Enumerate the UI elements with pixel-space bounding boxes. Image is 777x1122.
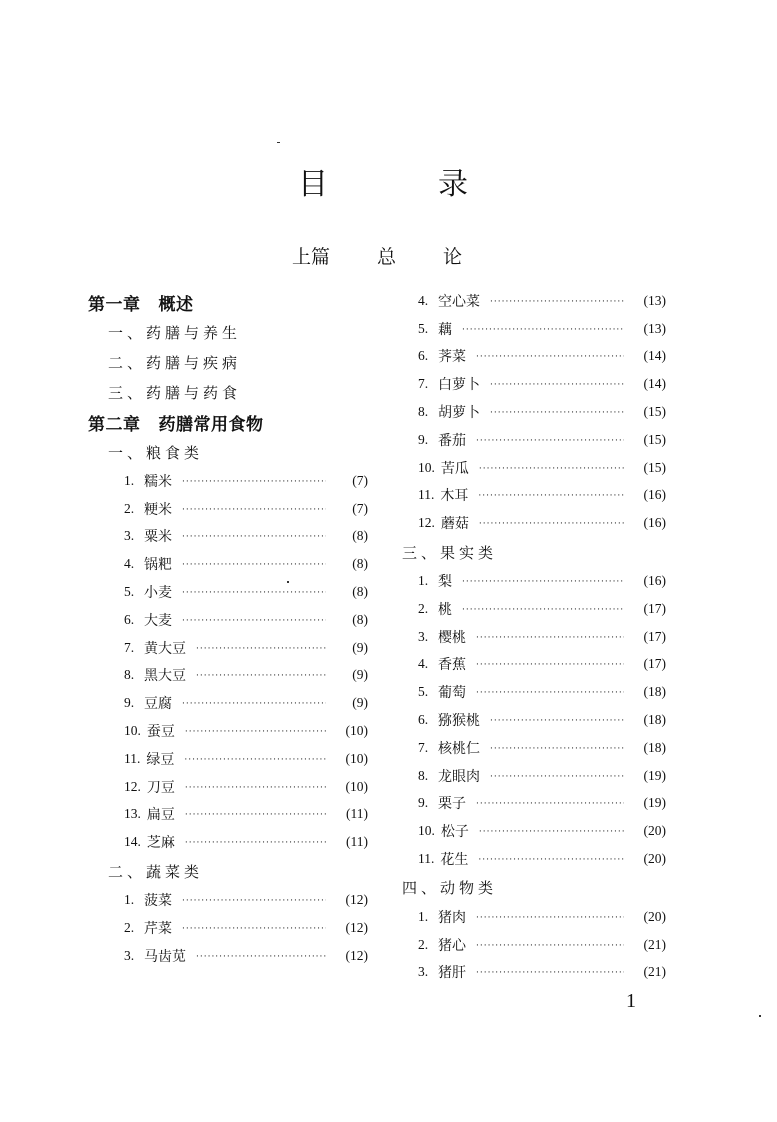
- toc-section-heading: [88, 377, 368, 407]
- toc-entry[interactable]: [402, 287, 666, 315]
- entry-number: 6.: [418, 712, 429, 728]
- toc-entry[interactable]: [88, 634, 368, 662]
- toc-entry[interactable]: [88, 886, 368, 914]
- entry-page-ref: (21): [643, 936, 666, 952]
- entry-number: 13.: [124, 806, 141, 822]
- toc-section-heading: [88, 347, 368, 377]
- toc-entry[interactable]: [402, 790, 666, 818]
- toc-entry[interactable]: [402, 454, 666, 482]
- dot-leader: [490, 716, 624, 726]
- toc-entry[interactable]: [402, 931, 666, 959]
- entry-name: 藕: [438, 321, 452, 338]
- entry-number: 1.: [418, 573, 429, 589]
- entry-number: 2.: [124, 919, 135, 935]
- entry-page-ref: (12): [345, 947, 368, 963]
- entry-page-ref: (7): [352, 472, 368, 488]
- entry-page-ref: (14): [643, 376, 666, 392]
- entry-number: 9.: [124, 695, 135, 711]
- entry-name: 大麦: [144, 612, 172, 629]
- entry-page-ref: (11): [346, 834, 368, 850]
- entry-page-ref: (16): [643, 573, 666, 589]
- entry-page-ref: (8): [352, 528, 368, 544]
- toc-entry[interactable]: [402, 678, 666, 706]
- entry-number: 7.: [418, 739, 429, 755]
- toc-entry[interactable]: [402, 509, 666, 537]
- section-title: 二、蔬菜类: [108, 862, 204, 881]
- dot-leader: [182, 924, 326, 934]
- entry-number: 4.: [418, 292, 429, 308]
- dot-leader: [182, 616, 326, 626]
- entry-name: 蚕豆: [146, 724, 175, 741]
- chapter-number: 第二章: [88, 414, 141, 435]
- entry-name: 猕猴桃: [438, 713, 480, 730]
- entry-page-ref: (11): [346, 806, 368, 822]
- entry-number: 1.: [418, 908, 429, 924]
- entry-name: 梨: [438, 574, 452, 591]
- toc-entry[interactable]: [402, 343, 666, 371]
- entry-number: 10.: [124, 723, 141, 739]
- toc-entry[interactable]: [402, 623, 666, 651]
- entry-page-ref: (20): [643, 908, 666, 924]
- toc-section-heading: [88, 317, 368, 347]
- entry-name: 龙眼肉: [438, 768, 480, 785]
- toc-entry[interactable]: [88, 828, 368, 856]
- entry-page-ref: (15): [643, 404, 666, 420]
- dot-leader: [182, 588, 326, 598]
- toc-entry[interactable]: [402, 817, 666, 845]
- dot-leader: [462, 577, 624, 587]
- dot-leader: [462, 325, 624, 335]
- entry-page-ref: (13): [643, 320, 666, 336]
- dot-leader: [478, 491, 624, 501]
- entry-name: 猪肉: [438, 909, 466, 926]
- entry-page-ref: (10): [345, 750, 368, 766]
- entry-name: 白萝卜: [438, 377, 480, 394]
- entry-page-ref: (10): [345, 778, 368, 794]
- toc-chapter-heading: [88, 407, 368, 437]
- chapter-title: 药膳常用食物: [158, 414, 264, 435]
- entry-name: 锅粑: [144, 557, 172, 574]
- entry-name: 绿豆: [146, 751, 175, 768]
- entry-number: 8.: [418, 767, 429, 783]
- entry-page-ref: (17): [643, 628, 666, 644]
- entry-name: 刀豆: [146, 779, 175, 796]
- entry-name: 猪心: [438, 937, 466, 954]
- entry-name: 核桃仁: [438, 740, 480, 757]
- dot-leader: [478, 855, 624, 865]
- toc-entry[interactable]: [88, 717, 368, 745]
- entry-page-ref: (12): [345, 892, 368, 908]
- toc-entry[interactable]: [88, 942, 368, 970]
- entry-number: 8.: [124, 667, 135, 683]
- entry-name: 苦瓜: [440, 460, 469, 477]
- entry-name: 粳米: [144, 501, 172, 518]
- entry-page-ref: (7): [352, 500, 368, 516]
- entry-page-ref: (8): [352, 556, 368, 572]
- entry-number: 7.: [124, 639, 135, 655]
- toc-left-column: [88, 287, 368, 970]
- section-title: 三、药膳与药食: [108, 383, 242, 402]
- toc-entry[interactable]: [88, 689, 368, 717]
- entry-number: 4.: [124, 556, 135, 572]
- entry-number: 3.: [124, 947, 135, 963]
- dot-leader: [476, 941, 624, 951]
- dot-leader: [476, 968, 624, 978]
- entry-number: 8.: [418, 404, 429, 420]
- dot-leader: [479, 464, 624, 474]
- entry-page-ref: (20): [643, 823, 666, 839]
- toc-entry[interactable]: [402, 706, 666, 734]
- dot-leader: [476, 799, 624, 809]
- chapter-title: 概述: [158, 294, 194, 315]
- entry-name: 荠菜: [438, 349, 466, 366]
- entry-page-ref: (13): [643, 292, 666, 308]
- page-title: [298, 165, 468, 205]
- toc-chapter-heading: [88, 287, 368, 317]
- dot-leader: [476, 352, 624, 362]
- entry-name: 猪肝: [438, 965, 466, 982]
- entry-number: 2.: [418, 936, 429, 952]
- dot-leader: [490, 772, 624, 782]
- entry-number: 5.: [418, 684, 429, 700]
- entry-name: 桃: [438, 601, 452, 618]
- toc-entry[interactable]: [88, 914, 368, 942]
- part-title: [292, 244, 462, 270]
- toc-entry[interactable]: [402, 651, 666, 679]
- toc-entry[interactable]: [402, 482, 666, 510]
- entry-number: 3.: [124, 528, 135, 544]
- toc-entry[interactable]: [88, 578, 368, 606]
- entry-name: 糯米: [144, 473, 172, 490]
- entry-page-ref: (19): [643, 767, 666, 783]
- entry-page-ref: (9): [352, 667, 368, 683]
- entry-page-ref: (18): [643, 684, 666, 700]
- entry-number: 12.: [124, 778, 141, 794]
- dot-leader: [182, 505, 326, 515]
- part-title-label: 上篇: [292, 246, 331, 268]
- dot-leader: [196, 952, 326, 962]
- entry-name: 香蕉: [438, 657, 466, 674]
- dot-leader: [196, 644, 326, 654]
- section-title: 二、药膳与疾病: [108, 353, 242, 372]
- toc-entry[interactable]: [402, 595, 666, 623]
- part-title-word-1: 总: [376, 246, 396, 268]
- entry-name: 番茄: [438, 432, 466, 449]
- entry-page-ref: (19): [643, 795, 666, 811]
- dot-leader: [462, 605, 624, 615]
- toc-entry[interactable]: [402, 370, 666, 398]
- entry-page-ref: (8): [352, 584, 368, 600]
- toc-entry[interactable]: [88, 773, 368, 801]
- toc-section-heading: [402, 537, 666, 567]
- entry-name: 葡萄: [438, 685, 466, 702]
- entry-number: 6.: [418, 348, 429, 364]
- dot-leader: [476, 660, 624, 670]
- dot-leader: [185, 838, 326, 848]
- dot-leader: [479, 827, 624, 837]
- entry-name: 栗子: [438, 796, 466, 813]
- entry-page-ref: (20): [643, 851, 666, 867]
- entry-page-ref: (15): [643, 459, 666, 475]
- dot-leader: [182, 477, 326, 487]
- dot-leader: [184, 755, 326, 765]
- toc-entry[interactable]: [402, 567, 666, 595]
- entry-number: 4.: [418, 656, 429, 672]
- page-number: 1: [626, 990, 636, 1012]
- entry-name: 胡萝卜: [438, 405, 480, 422]
- toc-entry[interactable]: [88, 550, 368, 578]
- part-title-word-2: 论: [442, 246, 462, 268]
- dot-leader: [182, 532, 326, 542]
- page-title-char-1: 目: [298, 167, 328, 203]
- entry-name: 黄大豆: [144, 640, 186, 657]
- entry-number: 6.: [124, 611, 135, 627]
- entry-number: 9.: [418, 431, 429, 447]
- toc-right-column: [402, 287, 666, 986]
- toc-entry[interactable]: [402, 903, 666, 931]
- toc-entry[interactable]: [88, 745, 368, 773]
- entry-page-ref: (17): [643, 656, 666, 672]
- entry-name: 马齿苋: [144, 948, 186, 965]
- entry-number: 3.: [418, 964, 429, 980]
- section-title: 四、动物类: [402, 879, 498, 898]
- entry-name: 芹菜: [144, 920, 172, 937]
- scan-speck: [277, 142, 280, 143]
- dot-leader: [185, 783, 326, 793]
- entry-number: 1.: [124, 472, 135, 488]
- entry-name: 樱桃: [438, 629, 466, 646]
- section-title: 一、药膳与养生: [108, 323, 242, 342]
- entry-number: 12.: [418, 515, 435, 531]
- entry-page-ref: (16): [643, 487, 666, 503]
- entry-page-ref: (16): [643, 515, 666, 531]
- entry-page-ref: (10): [345, 723, 368, 739]
- entry-page-ref: (14): [643, 348, 666, 364]
- toc-entry[interactable]: [402, 762, 666, 790]
- dot-leader: [196, 671, 326, 681]
- entry-name: 豆腐: [144, 696, 172, 713]
- entry-name: 木耳: [440, 488, 469, 505]
- entry-name: 空心菜: [438, 293, 480, 310]
- toc-entry[interactable]: [402, 959, 666, 987]
- toc-section-heading: [88, 856, 368, 886]
- entry-number: 1.: [124, 892, 135, 908]
- entry-number: 2.: [418, 600, 429, 616]
- scan-speck: [287, 581, 289, 583]
- dot-leader: [476, 633, 624, 643]
- toc-entry[interactable]: [402, 845, 666, 873]
- entry-number: 14.: [124, 834, 141, 850]
- entry-number: 10.: [418, 459, 435, 475]
- toc-entry[interactable]: [402, 734, 666, 762]
- dot-leader: [490, 297, 624, 307]
- dot-leader: [476, 436, 624, 446]
- dot-leader: [479, 519, 624, 529]
- scan-speck: [759, 1015, 761, 1017]
- entry-number: 11.: [124, 750, 141, 766]
- dot-leader: [490, 408, 624, 418]
- dot-leader: [185, 727, 326, 737]
- dot-leader: [182, 560, 326, 570]
- section-title: 一、粮食类: [108, 443, 204, 462]
- dot-leader: [182, 699, 326, 709]
- toc-entry[interactable]: [88, 523, 368, 551]
- entry-name: 扁豆: [146, 807, 175, 824]
- entry-name: 花生: [440, 852, 469, 869]
- entry-name: 蘑菇: [440, 516, 469, 533]
- entry-number: 5.: [418, 320, 429, 336]
- entry-name: 黑大豆: [144, 668, 186, 685]
- entry-page-ref: (21): [643, 964, 666, 980]
- dot-leader: [185, 810, 326, 820]
- toc-entry[interactable]: [88, 495, 368, 523]
- entry-page-ref: (18): [643, 739, 666, 755]
- entry-name: 粟米: [144, 529, 172, 546]
- entry-number: 9.: [418, 795, 429, 811]
- entry-page-ref: (8): [352, 611, 368, 627]
- dot-leader: [490, 380, 624, 390]
- entry-number: 10.: [418, 823, 435, 839]
- entry-page-ref: (12): [345, 919, 368, 935]
- toc-entry[interactable]: [402, 398, 666, 426]
- entry-name: 菠菜: [144, 893, 172, 910]
- dot-leader: [490, 744, 624, 754]
- chapter-number: 第一章: [88, 294, 141, 315]
- toc-entry[interactable]: [88, 801, 368, 829]
- entry-name: 松子: [440, 824, 469, 841]
- section-title: 三、果实类: [402, 543, 498, 562]
- toc-section-heading: [88, 437, 368, 467]
- page-title-char-2: 录: [438, 167, 468, 203]
- toc-entry[interactable]: [402, 426, 666, 454]
- entry-name: 小麦: [144, 585, 172, 602]
- toc-entry[interactable]: [88, 467, 368, 495]
- entry-number: 3.: [418, 628, 429, 644]
- entry-page-ref: (9): [352, 639, 368, 655]
- dot-leader: [476, 913, 624, 923]
- entry-page-ref: (9): [352, 695, 368, 711]
- dot-leader: [476, 688, 624, 698]
- entry-page-ref: (17): [643, 600, 666, 616]
- dot-leader: [182, 896, 326, 906]
- toc-entry[interactable]: [88, 662, 368, 690]
- entry-page-ref: (15): [643, 431, 666, 447]
- entry-number: 11.: [418, 851, 435, 867]
- toc-entry[interactable]: [88, 606, 368, 634]
- entry-page-ref: (18): [643, 712, 666, 728]
- entry-name: 芝麻: [146, 835, 175, 852]
- entry-number: 2.: [124, 500, 135, 516]
- toc-entry[interactable]: [402, 315, 666, 343]
- entry-number: 7.: [418, 376, 429, 392]
- entry-number: 11.: [418, 487, 435, 503]
- toc-section-heading: [402, 873, 666, 903]
- entry-number: 5.: [124, 584, 135, 600]
